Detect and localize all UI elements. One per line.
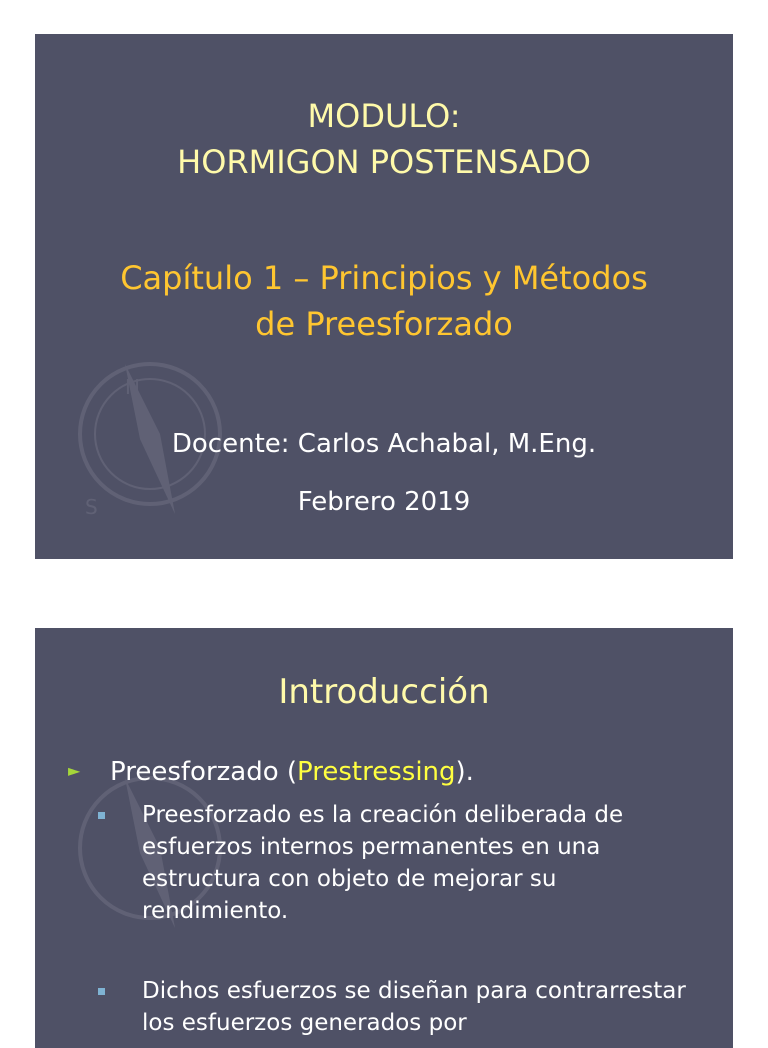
slide-title bbox=[35, 34, 733, 559]
presentation-date: Febrero 2019 bbox=[297, 487, 471, 517]
bullet-text-after: ). bbox=[455, 757, 474, 787]
square-bullet-icon bbox=[98, 988, 105, 995]
slide-introduction bbox=[35, 628, 733, 1048]
module-label: MODULO: bbox=[307, 97, 461, 135]
sub-bullet-text: Dichos esfuerzos se diseñan para contrarrestar los esfuerzos generados por bbox=[142, 978, 686, 1036]
slide-heading: Introducción bbox=[278, 672, 490, 712]
sub-bullet-text: Preesforzado es la creación deliberada de esfuerzos internos permanentes en una estructura con objeto de mejorar su rendimiento. bbox=[142, 802, 624, 924]
svg-text:N: N bbox=[125, 375, 140, 399]
highlighted-term: Prestressing bbox=[297, 757, 456, 787]
chapter-subtitle: de Preesforzado bbox=[255, 305, 513, 343]
chapter-title: Capítulo 1 – Principios y Métodos bbox=[120, 259, 648, 297]
square-bullet-icon bbox=[98, 812, 105, 819]
triangle-right-icon: ► bbox=[68, 761, 81, 780]
bullet-text-before: Preesforzado ( bbox=[110, 757, 298, 787]
bullet-text bbox=[110, 756, 474, 788]
svg-text:S: S bbox=[85, 495, 98, 519]
instructor-name: Docente: Carlos Achabal, M.Eng. bbox=[171, 429, 597, 459]
module-title: HORMIGON POSTENSADO bbox=[177, 143, 591, 181]
